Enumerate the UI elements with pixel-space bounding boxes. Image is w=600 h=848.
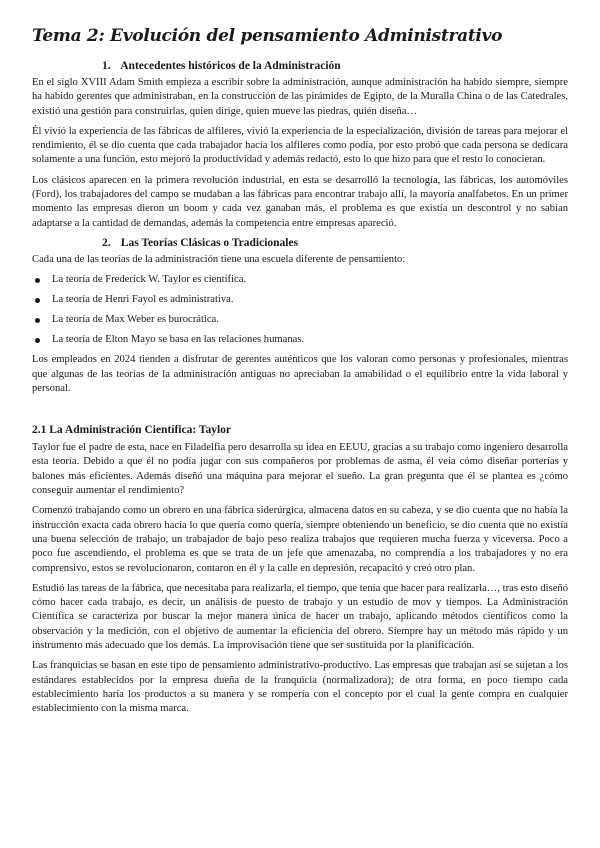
list-item: La teoría de Max Weber es burocrática. (32, 313, 568, 327)
section-2-1-paragraph: Las franquicias se basan en este tipo de pensamiento administrativo-productivo. Las empresas que trabajan así se sujetan a los estándares establecidos por la empresa dueña de la franquicia (normalizadora); de otra forma, en poco tiempo cada establecimiento haría los productos a su manera y se rompería con el concepto por el cual la gente compra en cualquier establecimiento con la misma marca. (32, 660, 568, 715)
theories-list (32, 273, 568, 347)
list-item: La teoría de Elton Mayo se basa en las relaciones humanas. (32, 333, 568, 347)
document-title: Tema 2: Evolución del pensamiento Administrativo (32, 26, 503, 46)
section-1-paragraph: Él vivió la experiencia de las fábricas de alfileres, vivió la experiencia de la especialización, división de tareas para mejorar el rendimiento, él se dio cuenta que cada trabajador hacía los alfileres como podía, por esto probó que cada persona se dedicara solamente a una función, esto mejoró la productividad y además redactó, esto lo que hizo para que el resto lo conocieran. (32, 125, 568, 166)
list-item: La teoría de Henri Fayol es administrativa. (32, 293, 568, 307)
section-2-heading-text: Las Teorías Clásicas o Tradicionales (120, 236, 299, 249)
bullet-icon (35, 338, 40, 343)
section-2-number: 2. (102, 236, 111, 249)
section-1-paragraph: Los clásicos aparecen en la primera revolución industrial, en esta se desarrolló la tecnología, las fábricas, los automóviles (Ford), los trabajadores del campo se mudaban a las fábricas para encontrar trabajo allí, la mayoría analfabetos. En un primer momento las empresas dieron un boom y cada vez ganaban más, el problema es que existía un descontrol y no sabían adaptarse a la cantidad de demandas, además la competencia entre empresas apareció. (32, 174, 568, 229)
section-2-1-heading: 2.1 La Administración Científica: Taylor (32, 424, 232, 437)
section-2-1-paragraph: Estudió las tareas de la fábrica, que necesitaba para realizarla, el tiempo, que tenía que hacer para realizarla…, tras esto diseñó cómo hacer cada trabajo, es decir, un análisis de puesto de trabajo y un estudio de mov y tiempos. La Administración Científica se caracteriza por buscar la mejor manera única de hacer un trabajo, aplicando métodos científicos como la observación y la medición, con el objetivo de aumentar la eficiencia del obrero. Siempre hay un método más rápido y un instrumento más adecuado que los demás. La improvisación tiene que ser sustituida por la planificación. (32, 582, 568, 652)
bullet-icon (35, 318, 40, 323)
section-1-paragraph: En el siglo XVIII Adam Smith empieza a escribir sobre la administración, aunque administración ha habido siempre, siempre ha habido gerentes que administraban, en la construcción de las pirámides de Egipto, de la Muralla China o de las Catedrales, existió una gestión para construirlas, quien dirige, quien mueve las piedras, quién diseña… (32, 77, 568, 117)
section-1-heading (102, 60, 568, 72)
section-2-intro: Cada una de las teorías de la administración tiene una escuela diferente de pensamiento: (32, 253, 406, 265)
section-2-heading (102, 237, 568, 249)
section-1-number: 1. (102, 60, 111, 72)
section-1-heading-text: Antecedentes históricos de la Administración (120, 60, 341, 72)
bullet-icon (35, 278, 40, 283)
document-page (32, 26, 568, 723)
section-2-closing: Los empleados en 2024 tienden a disfrutar de gerentes auténticos que los valoran como personas y profesionales, mientras que algunas de las teorías de la administración antiguas no apreciaban la amabilidad o el equilibrio entre la vida laboral y personal. (32, 354, 568, 394)
section-2-1-paragraph: Taylor fue el padre de esta, nace en Filadelfia pero desarrolla su idea en EEUU, gracias a su trabajo como ingeniero desarrolla esta teoría. Debido a que él no podía jugar con sus compañeros por problemas de asma, él veía cómo diseñar porterías y balones más eficientes. Además diseñó una máquina para mejorar el sueño. La gran pregunta que él se plantea es ¿cómo conseguir aumentar el rendimiento? (32, 442, 568, 497)
list-item: La teoría de Frederick W. Taylor es científica. (32, 273, 568, 287)
bullet-icon (35, 298, 40, 303)
section-2-1-paragraph: Comenzó trabajando como un obrero en una fábrica siderúrgica, almacena datos en su cabeza, y se dio cuenta que no había la instrucción exacta cada obrero hacía lo que quería como quería, siempre obteniendo un beneficio, se dio cuenta que no existía una buena selección de trabajo, un trabajador de bajo peso realiza trabajos que requieren mucha fuerza y viceversa. Poco a poco fue ascendiendo, el problema es que se trata de un jefe que amenazaba, no comprendía a los trabajadores y no era comprensivo, estos se revolucionaron, contaron en él y la calle en depresión, recapacitó y creó otro plan. (32, 505, 568, 574)
